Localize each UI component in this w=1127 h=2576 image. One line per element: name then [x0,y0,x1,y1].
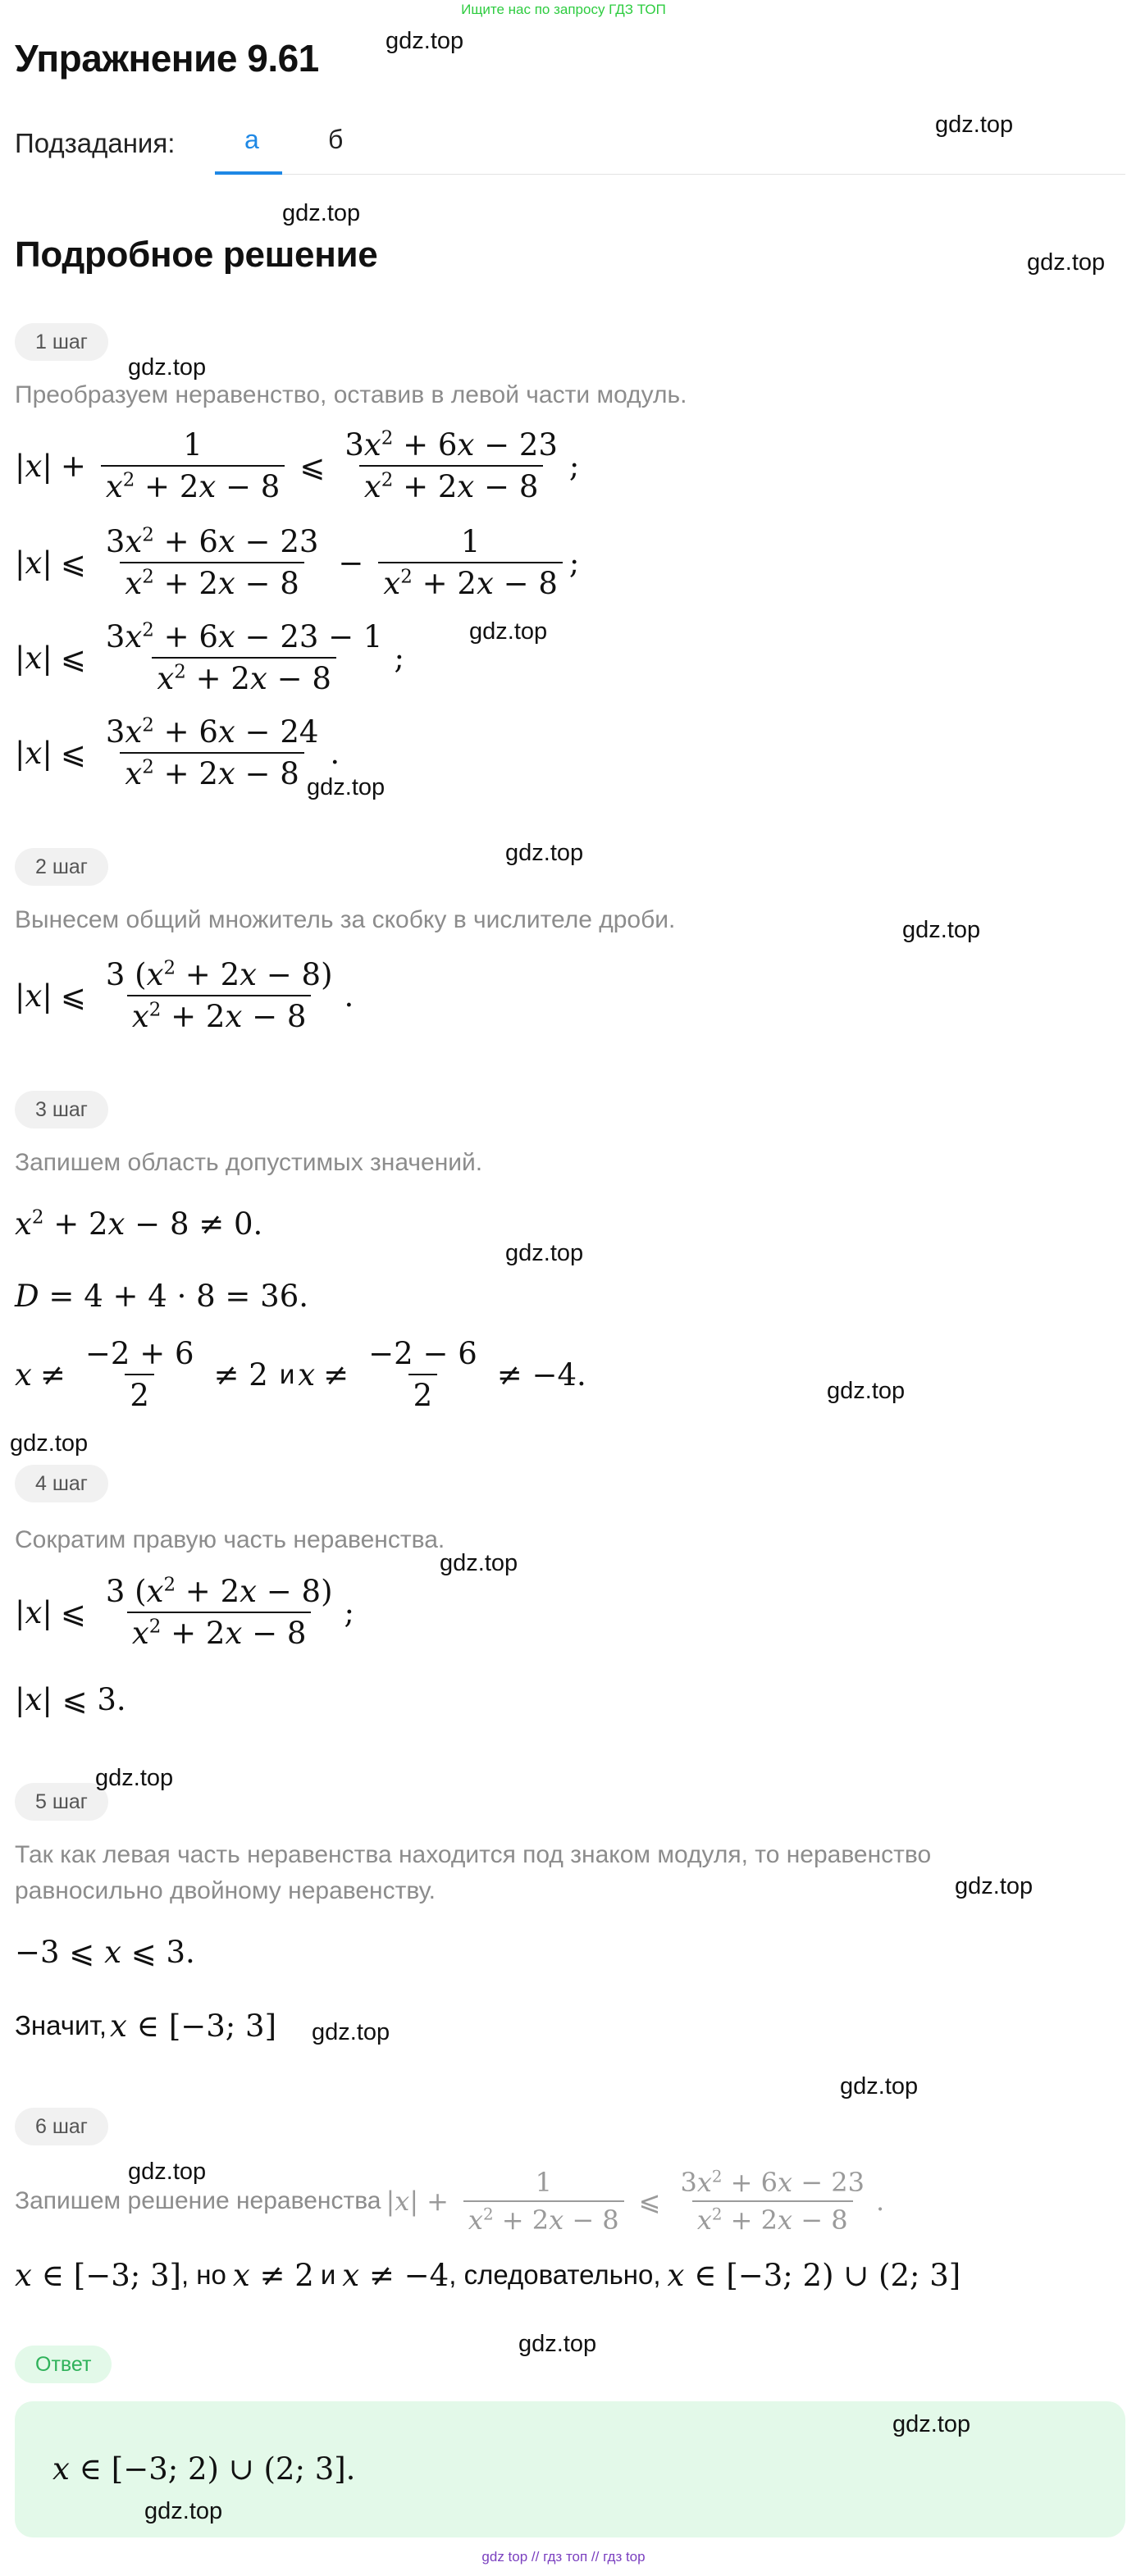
word-and: и [279,1359,295,1389]
tab-a[interactable]: а [244,125,259,154]
math-3-1: $x^2 + 2x - 8 \ne 0$. [15,1206,263,1242]
step-6-label: 6 шаг [15,2108,108,2145]
watermark: gdz.top [440,1550,518,1576]
watermark: gdz.top [955,1873,1033,1899]
step-2-label: 2 шаг [15,848,108,886]
watermark: gdz.top [144,2498,223,2524]
word-so: Значит, [15,2010,107,2040]
watermark: gdz.top [935,112,1014,138]
answer-label: Ответ [15,2346,112,2383]
watermark: gdz.top [128,2159,207,2185]
watermark: gdz.top [827,1378,906,1404]
math-4-1: |x| ⩽ $\frac{3 (x^2 + 2x - 8)}{x^2 + 2x - 8}$ ; [15,1574,354,1651]
math-6-1: Запишем решение неравенства |x| + $\frac{1}{x^2 + 2x - 8}$ ⩽ $\frac{3x^2 + 6x - 23}{x^2 + 2x - 8}$ . [15,2167,885,2236]
active-tab-indicator [215,171,282,175]
math-5-1: −3 ⩽ x ⩽ 3. [15,1934,195,1970]
step-1-label: 1 шаг [15,323,108,361]
watermark: gdz.top [95,1765,174,1791]
step-4-label: 4 шаг [15,1465,108,1502]
math-1-4: |x| ⩽ $\frac{3x^2 + 6x - 24}{x^2 + 2x - 8}$ . [15,714,340,791]
math-2-1: |x| ⩽ $\frac{3 (x^2 + 2x - 8)}{x^2 + 2x - 8}$ . [15,957,354,1034]
step-6-text: Запишем решение неравенства [15,2187,381,2214]
watermark: gdz.top [10,1430,89,1457]
math-3-2: D = 4 + 4 · 8 = 36. [15,1278,308,1314]
watermark: gdz.top [505,1240,584,1266]
math-1-2: |x| ⩽ $\frac{3x^2 + 6x - 23}{x^2 + 2x - 8}$ − $\frac{1}{x^2 + 2x - 8}$ ; [15,524,580,601]
word-therefore: , следовательно, [449,2259,661,2290]
watermark: gdz.top [1027,249,1106,276]
watermark: gdz.top [282,200,361,226]
watermark: gdz.top [312,2019,390,2045]
math-3-3: x ≠ $\frac{-2 + 6}{2}$ ≠ 2 и x ≠ $\frac{-2 - 6}{2}$ ≠ −4. [15,1336,586,1413]
footer-links[interactable]: gdz top // гдз топ // гдз top [481,2549,646,2565]
subtasks-label: Подзадания: [15,128,176,158]
watermark: gdz.top [307,774,386,800]
step-5-text: Так как левая часть неравенства находится под знаком модуля, то неравенство равносильно двойному неравенству. [15,1841,932,1904]
math-5-2: Значит, x ∈ [−3; 3] [15,2008,277,2044]
math-6-2: x ∈ [−3; 3] , но x ≠ 2 и x ≠ −4 , следовательно, x ∈ [−3; 2) ∪ (2; 3] [15,2257,961,2293]
watermark: gdz.top [840,2073,919,2100]
step-3-text: Запишем область допустимых значений. [15,1149,483,1176]
watermark: gdz.top [469,618,548,645]
watermark: gdz.top [505,840,584,866]
page-title: Упражнение 9.61 [15,37,319,80]
word-but: , но [180,2259,226,2290]
watermark: gdz.top [902,917,981,943]
watermark: gdz.top [386,28,464,54]
math-4-2: |x| ⩽ 3. [15,1681,126,1717]
answer-math: x ∈ [−3; 2) ∪ (2; 3]. [52,2451,356,2487]
step-2-text: Вынесем общий множитель за скобку в числителе дроби. [15,906,676,933]
solution-heading: Подробное решение [15,235,378,275]
step-5-label: 5 шаг [15,1783,108,1821]
top-banner[interactable]: Ищите нас по запросу ГДЗ ТОП [461,2,666,17]
word-and-2: и [320,2259,336,2290]
watermark: gdz.top [892,2411,971,2437]
math-1-3: |x| ⩽ $\frac{3x^2 + 6x - 23 - 1}{x^2 + 2x - 8}$ ; [15,619,404,696]
step-4-text: Сократим правую часть неравенства. [15,1526,445,1553]
watermark: gdz.top [518,2331,597,2357]
step-3-label: 3 шаг [15,1091,108,1128]
tab-b[interactable]: б [328,125,344,154]
tabs-divider [282,174,1125,175]
math-1-1: |x| + $\frac{1}{x^2 + 2x - 8}$ ⩽ $\frac{3x^2 + 6x - 23}{x^2 + 2x - 8}$ ; [15,427,580,504]
step-1-text: Преобразуем неравенство, оставив в левой части модуль. [15,381,687,408]
watermark: gdz.top [128,354,207,381]
